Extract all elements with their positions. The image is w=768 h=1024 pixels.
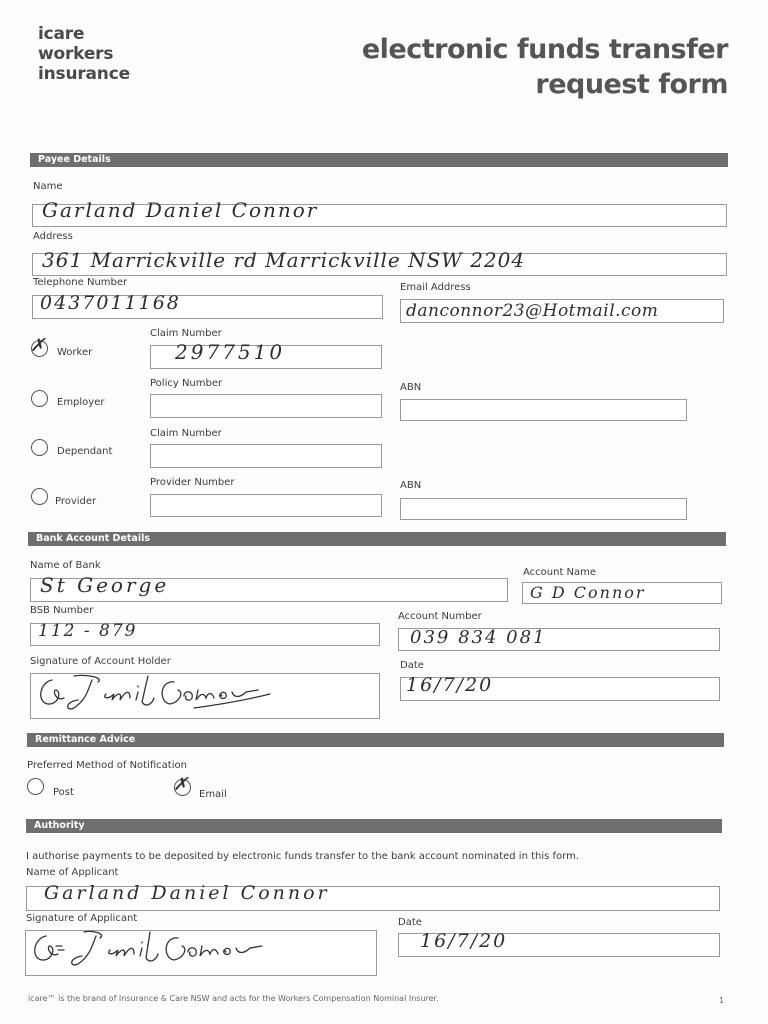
employer-abn-label: ABN — [400, 382, 422, 393]
applicant-name-value: Garland Daniel Connor — [44, 882, 330, 904]
applicant-signature-label: Signature of Applicant — [26, 913, 138, 924]
post-label: Post — [53, 787, 74, 798]
bsb-label: BSB Number — [30, 605, 94, 616]
dependant-claim-field[interactable] — [150, 444, 382, 468]
account-name-value: G D Connor — [530, 583, 646, 602]
email-label: Email Address — [400, 282, 471, 293]
provider-label: Provider — [55, 496, 97, 507]
employer-abn-field[interactable] — [400, 399, 687, 421]
account-number-value: 039 834 081 — [410, 627, 547, 648]
form-title — [362, 32, 728, 102]
bank-name-value: St George — [40, 573, 170, 597]
email-check-mark: ✗ — [173, 774, 189, 795]
name-value: Garland Daniel Connor — [42, 198, 319, 222]
dependant-radio[interactable] — [31, 439, 48, 456]
applicant-date-value: 16/7/20 — [420, 930, 508, 952]
account-name-label: Account Name — [523, 567, 597, 578]
email-radio[interactable] — [173, 774, 191, 796]
logo-line-2: workers — [38, 44, 114, 64]
post-radio[interactable] — [27, 778, 44, 795]
employer-radio[interactable] — [31, 390, 48, 407]
email-option-label: Email — [199, 789, 227, 800]
bsb-value: 112 - 879 — [38, 621, 138, 641]
footer-text: icare™ is the brand of Insurance & Care NSW and acts for the Workers Compensation Nominal Insurer. — [28, 994, 439, 1003]
applicant-name-label: Name of Applicant — [26, 867, 119, 878]
bank-details-header: Bank Account Details — [28, 532, 726, 546]
provider-number-field[interactable] — [150, 494, 382, 517]
name-label: Name — [33, 181, 63, 192]
provider-abn-label: ABN — [400, 480, 422, 491]
logo-line-3: insurance — [38, 64, 130, 84]
authority-statement: I authorise payments to be deposited by electronic funds transfer to the bank account nominated in this form. — [26, 851, 580, 862]
authority-header: Authority — [26, 819, 722, 833]
bank-name-label: Name of Bank — [30, 560, 101, 571]
worker-check-mark: ✗ — [30, 335, 46, 356]
worker-radio[interactable] — [30, 335, 48, 357]
provider-radio[interactable] — [31, 488, 48, 505]
form-title-line-2: request form — [535, 69, 728, 100]
logo-line-1: icare — [38, 24, 85, 44]
bank-date-label: Date — [400, 660, 424, 671]
bank-date-value: 16/7/20 — [406, 674, 494, 696]
provider-number-label: Provider Number — [150, 477, 235, 488]
applicant-signature — [28, 924, 268, 974]
employer-policy-label: Policy Number — [150, 378, 223, 389]
payee-details-header: Payee Details — [30, 153, 728, 167]
telephone-label: Telephone Number — [33, 277, 128, 288]
provider-abn-field[interactable] — [400, 498, 687, 520]
applicant-date-label: Date — [398, 917, 422, 928]
telephone-value: 0437011168 — [40, 292, 181, 314]
dependant-label: Dependant — [57, 446, 113, 457]
icare-logo — [38, 24, 130, 84]
address-label: Address — [33, 231, 73, 242]
remittance-header: Remittance Advice — [27, 733, 724, 747]
account-signature-label: Signature of Account Holder — [30, 656, 171, 667]
account-holder-signature — [34, 668, 274, 718]
email-value: danconnor23@Hotmail.com — [406, 301, 659, 321]
account-number-label: Account Number — [398, 611, 482, 622]
address-value: 361 Marrickville rd Marrickville NSW 2204 — [42, 248, 526, 272]
worker-claim-label: Claim Number — [150, 328, 222, 339]
employer-policy-field[interactable] — [150, 394, 382, 418]
employer-label: Employer — [57, 397, 105, 408]
dependant-claim-label: Claim Number — [150, 428, 222, 439]
worker-label: Worker — [57, 347, 93, 358]
form-title-line-1: electronic funds transfer — [361, 34, 728, 65]
page-number: 1 — [719, 996, 725, 1005]
worker-claim-value: 2977510 — [175, 340, 286, 364]
notification-method-label: Preferred Method of Notification — [27, 760, 187, 771]
